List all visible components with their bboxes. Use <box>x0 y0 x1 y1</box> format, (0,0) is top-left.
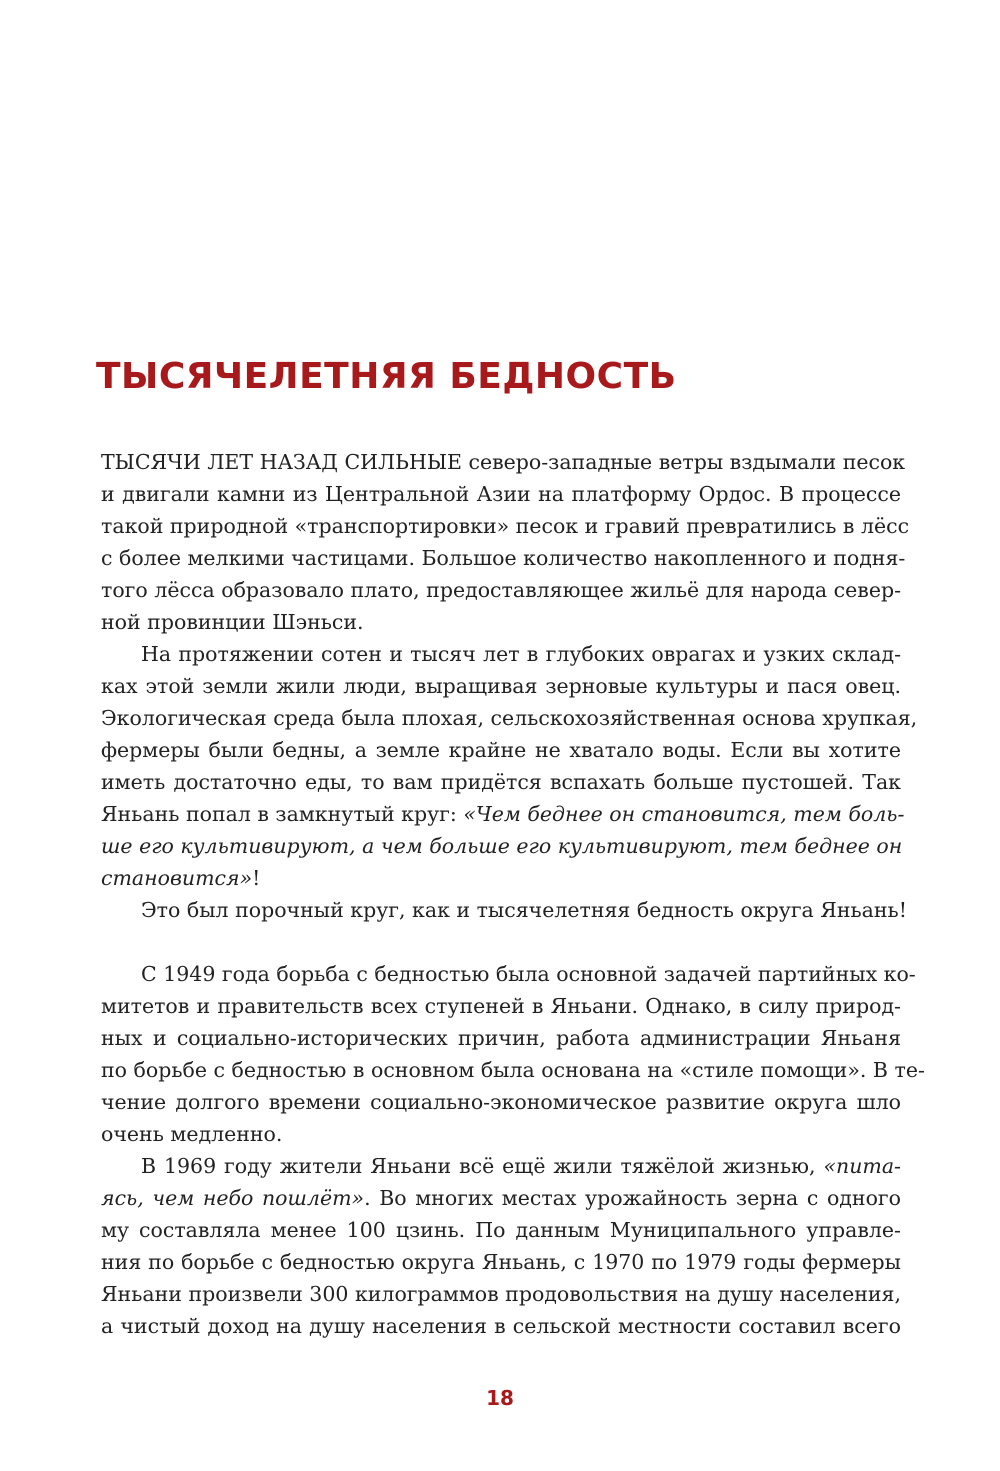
text-run: . Во многих местах урожайность зерна с одного <box>364 1186 902 1210</box>
text-line <box>101 862 901 894</box>
paragraph-4 <box>101 958 925 1150</box>
text-line <box>101 1150 901 1182</box>
text-line: ной провинции Шэньси. <box>101 610 364 634</box>
page-number: 18 <box>486 1386 514 1410</box>
text-line: Экологическая среда была плохая, сельскохозяйственная основа хрупкая, <box>101 706 918 730</box>
text-line: а чистый доход на душу населения в сельской местности составил всего <box>101 1314 901 1338</box>
text-run: Яньань попал в замкнутый круг: <box>101 802 464 826</box>
text-line: иметь достаточно еды, то вам придётся вспахать больше пустошей. Так <box>101 770 901 794</box>
text-run: ! <box>252 866 261 890</box>
paragraph-2 <box>101 638 918 894</box>
text-line: ТЫСЯЧИ ЛЕТ НАЗАД СИЛЬНЫЕ северо-западные ветры вздымали песок <box>101 450 906 474</box>
text-line <box>101 1182 901 1214</box>
text-line <box>101 798 905 830</box>
chapter-title: ТЫСЯЧЕЛЕТНЯЯ БЕДНОСТЬ <box>96 356 677 397</box>
text-line: фермеры были бедны, а земле крайне не хватало воды. Если вы хотите <box>101 738 901 762</box>
text-block-2 <box>101 958 925 1342</box>
italic-quote: ше его культивируют, а чем больше его культивируют, тем беднее он <box>101 834 903 858</box>
text-line: ках этой земли жили люди, выращивая зерновые культуры и пася овец. <box>101 674 901 698</box>
text-line: ния по борьбе с бедностью округа Яньань, с 1970 по 1979 годы фермеры <box>101 1250 901 1274</box>
text-line: того лёсса образовало плато, предоставляющее жильё для народа север- <box>101 578 901 602</box>
text-block-1 <box>101 446 918 926</box>
text-line: му составляла менее 100 цзинь. По данным Муниципального управле- <box>101 1218 901 1242</box>
text-line: С 1949 года борьба с бедностью была основной задачей партийных ко- <box>141 962 916 986</box>
italic-quote: становится» <box>101 866 253 890</box>
text-line <box>101 830 901 862</box>
text-run: В 1969 году жители Яньани всё ещё жили тяжёлой жизнью, <box>141 1154 824 1178</box>
text-line: очень медленно. <box>101 1122 283 1146</box>
text-line: с более мелкими частицами. Большое количество накопленного и подня- <box>101 546 906 570</box>
italic-quote: «пита- <box>823 1154 901 1178</box>
text-line: ных и социально-исторических причин, работа администрации Яньаня <box>101 1026 901 1050</box>
paragraph-5 <box>101 1150 901 1342</box>
italic-quote: «Чем беднее он становится, тем боль- <box>463 802 905 826</box>
text-line: Яньани произвели 300 килограммов продовольствия на душу населения, <box>101 1282 901 1306</box>
text-line: митетов и правительств всех ступеней в Яньани. Однако, в силу природ- <box>101 994 901 1018</box>
paragraph-3 <box>101 894 907 926</box>
italic-quote: ясь, чем небо пошлёт» <box>101 1186 365 1210</box>
text-line: Это был порочный круг, как и тысячелетняя бедность округа Яньань! <box>141 898 907 922</box>
text-line: и двигали камни из Центральной Азии на платформу Ордос. В процессе <box>101 482 901 506</box>
text-line: такой природной «транспортировки» песок и гравий превратились в лёсс <box>101 514 910 538</box>
text-line: На протяжении сотен и тысяч лет в глубоких оврагах и узких склад- <box>141 642 901 666</box>
text-line: по борьбе с бедностью в основном была основана на «стиле помощи». В те- <box>101 1058 925 1082</box>
paragraph-1 <box>101 446 910 638</box>
text-line: чение долгого времени социально-экономическое развитие округа шло <box>101 1090 901 1114</box>
